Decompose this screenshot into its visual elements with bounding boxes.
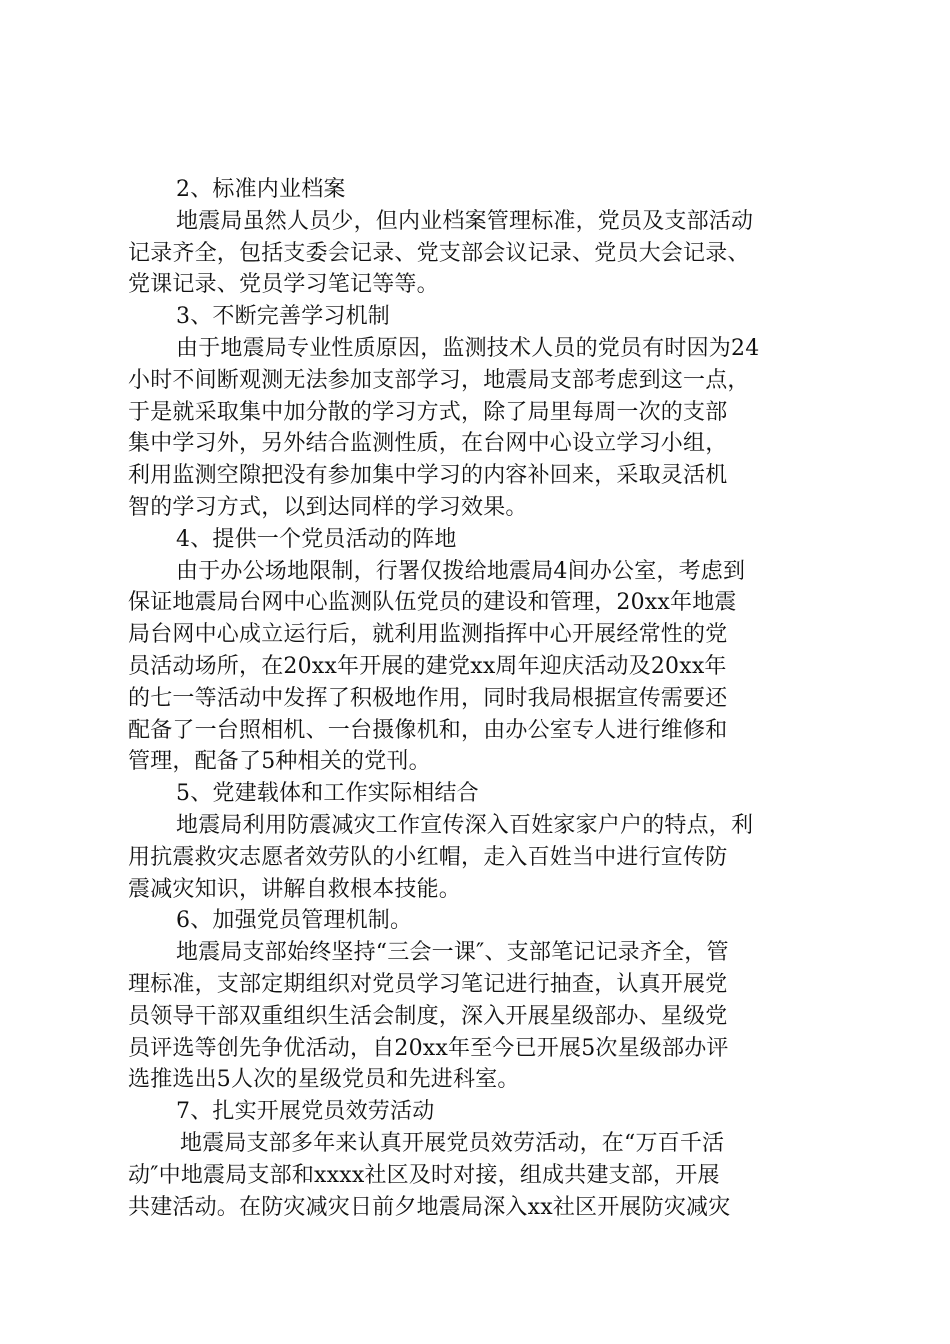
section-heading: 7、扎实开展党员效劳活动 <box>176 1099 435 1125</box>
paragraph-line: 集中学习外，另外结合监测性质，在台网中心设立学习小组， <box>128 431 728 457</box>
paragraph-line: 保证地震局台网中心监测队伍党员的建设和管理，20xx年地震 <box>128 590 737 616</box>
paragraph-line: 地震局利用防震减灾工作宣传深入百姓家家户户的特点，利 <box>176 812 754 838</box>
paragraph-line: 智的学习方式，以到达同样的学习效果。 <box>128 494 528 520</box>
section-heading: 2、标准内业档案 <box>176 177 346 202</box>
paragraph-line: 由于地震局专业性质原因，监测技术人员的党员有时因为24 <box>176 335 760 361</box>
paragraph-line: 由于办公场地限制，行署仅拨给地震局4间办公室，考虑到 <box>176 558 746 584</box>
paragraph-line: 动″中地震局支部和xxxx社区及时对接，组成共建支部，开展 <box>128 1162 720 1188</box>
section-heading: 3、不断完善学习机制 <box>176 304 390 330</box>
document-body <box>128 174 840 1223</box>
paragraph-line: 员领导干部双重组织生活会制度，深入开展星级部办、星级党 <box>128 1003 728 1029</box>
paragraph-line: 选推选出5人次的星级党员和先进科室。 <box>128 1067 520 1093</box>
paragraph-line: 用抗震救灾志愿者效劳队的小红帽，走入百姓当中进行宣传防 <box>128 844 728 870</box>
paragraph-line: 震减灾知识，讲解自救根本技能。 <box>128 876 462 902</box>
paragraph-line: 共建活动。在防灾减灾日前夕地震局深入xx社区开展防灾减灾 <box>128 1194 731 1220</box>
paragraph-line: 的七一等活动中发挥了积极地作用，同时我局根据宣传需要还 <box>128 685 728 711</box>
section-heading: 4、提供一个党员活动的阵地 <box>176 526 457 552</box>
paragraph-line: 地震局虽然人员少，但内业档案管理标准，党员及支部活动 <box>176 208 754 234</box>
section-heading: 6、加强党员管理机制。 <box>176 908 413 934</box>
paragraph-line: 利用监测空隙把没有参加集中学习的内容补回来，采取灵活机 <box>128 463 728 489</box>
paragraph-line: 记录齐全，包括支委会记录、党支部会议记录、党员大会记录、 <box>128 240 750 266</box>
paragraph-line: 地震局支部多年来认真开展党员效劳活动，在“万百千活 <box>180 1130 725 1156</box>
paragraph-line: 地震局支部始终坚持“三会一课″、支部笔记记录齐全，管 <box>176 940 729 966</box>
paragraph-line: 于是就采取集中加分散的学习方式，除了局里每周一次的支部 <box>128 399 728 425</box>
paragraph-line: 理标准，支部定期组织对党员学习笔记进行抽查，认真开展党 <box>128 971 728 997</box>
paragraph-line: 配备了一台照相机、一台摄像机和，由办公室专人进行维修和 <box>128 717 728 743</box>
paragraph-line: 局台网中心成立运行后，就利用监测指挥中心开展经常性的党 <box>128 622 728 648</box>
paragraph-line: 管理，配备了5种相关的党刊。 <box>128 749 431 775</box>
paragraph-line: 小时不间断观测无法参加支部学习，地震局支部考虑到这一点， <box>128 367 750 393</box>
paragraph-line: 党课记录、党员学习笔记等等。 <box>128 272 439 298</box>
paragraph-line: 员评选等创先争优活动，自20xx年至今已开展5次星级部办评 <box>128 1035 729 1061</box>
section-heading: 5、党建载体和工作实际相结合 <box>176 781 479 807</box>
paragraph-line: 员活动场所，在20xx年开展的建党xx周年迎庆活动及20xx年 <box>128 653 727 679</box>
